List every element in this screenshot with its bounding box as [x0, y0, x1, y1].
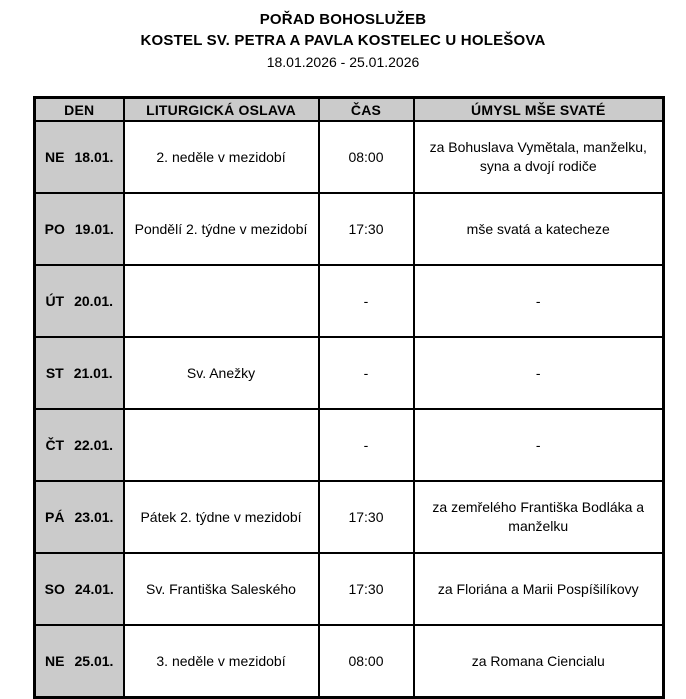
table-row: [35, 337, 664, 409]
column-header-intention: ÚMYSL MŠE SVATÉ: [414, 98, 664, 122]
celebration-cell: [124, 409, 319, 481]
day-date: 19.01.: [74, 220, 114, 237]
column-header-day: DEN: [35, 98, 124, 122]
day-cell: [35, 193, 124, 265]
table-row: [35, 193, 664, 265]
time-cell: -: [319, 265, 414, 337]
day-abbrev: PÁ: [45, 508, 65, 525]
day-cell: [35, 481, 124, 553]
celebration-cell: 2. neděle v mezidobí: [124, 121, 319, 193]
day-date: 18.01.: [74, 148, 114, 165]
date-range: 18.01.2026 - 25.01.2026: [266, 54, 420, 70]
column-header-celebration: LITURGICKÁ OSLAVA: [124, 98, 319, 122]
celebration-cell: Pondělí 2. týdne v mezidobí: [124, 193, 319, 265]
day-abbrev: ST: [45, 364, 64, 381]
time-cell: -: [319, 337, 414, 409]
time-cell: 17:30: [319, 193, 414, 265]
table-row: [35, 553, 664, 625]
page-subtitle: KOSTEL SV. PETRA A PAVLA KOSTELEC U HOLEŠOVA: [140, 32, 546, 49]
intention-cell: -: [414, 265, 664, 337]
time-cell: 17:30: [319, 481, 414, 553]
column-header-time: ČAS: [319, 98, 414, 122]
day-abbrev: ČT: [45, 436, 65, 453]
table-row: [35, 121, 664, 193]
table-row: [35, 409, 664, 481]
day-cell: [35, 121, 124, 193]
time-cell: 08:00: [319, 625, 414, 698]
day-date: 23.01.: [74, 508, 114, 525]
intention-cell: za Bohuslava Vymětala, manželku, syna a dvojí rodiče: [414, 121, 664, 193]
time-cell: 17:30: [319, 553, 414, 625]
title-block: [0, 0, 686, 73]
day-cell: [35, 625, 124, 698]
intention-cell: -: [414, 337, 664, 409]
day-date: 24.01.: [74, 580, 114, 597]
celebration-cell: 3. neděle v mezidobí: [124, 625, 319, 698]
intention-cell: mše svatá a katecheze: [414, 193, 664, 265]
day-cell: [35, 553, 124, 625]
celebration-cell: Sv. Anežky: [124, 337, 319, 409]
day-cell: [35, 337, 124, 409]
schedule-table: [33, 96, 665, 699]
time-cell: -: [319, 409, 414, 481]
header-row: [35, 98, 664, 122]
day-abbrev: NE: [45, 652, 65, 669]
day-abbrev: ÚT: [45, 292, 65, 309]
celebration-cell: Pátek 2. týdne v mezidobí: [124, 481, 319, 553]
table-row: [35, 481, 664, 553]
day-abbrev: NE: [45, 148, 65, 165]
day-date: 22.01.: [74, 436, 114, 453]
day-date: 21.01.: [73, 364, 113, 381]
intention-cell: za Floriána a Marii Pospíšilíkovy: [414, 553, 664, 625]
page-title: POŘAD BOHOSLUŽEB: [259, 11, 427, 28]
table-row: [35, 625, 664, 698]
intention-cell: za zemřelého Františka Bodláka a manželku: [414, 481, 664, 553]
intention-cell: -: [414, 409, 664, 481]
day-date: 25.01.: [74, 652, 114, 669]
day-cell: [35, 409, 124, 481]
day-date: 20.01.: [74, 292, 114, 309]
day-abbrev: SO: [44, 580, 65, 597]
day-abbrev: PO: [44, 220, 65, 237]
celebration-cell: [124, 265, 319, 337]
time-cell: 08:00: [319, 121, 414, 193]
day-cell: [35, 265, 124, 337]
table-row: [35, 265, 664, 337]
intention-cell: za Romana Ciencialu: [414, 625, 664, 698]
celebration-cell: Sv. Františka Saleského: [124, 553, 319, 625]
